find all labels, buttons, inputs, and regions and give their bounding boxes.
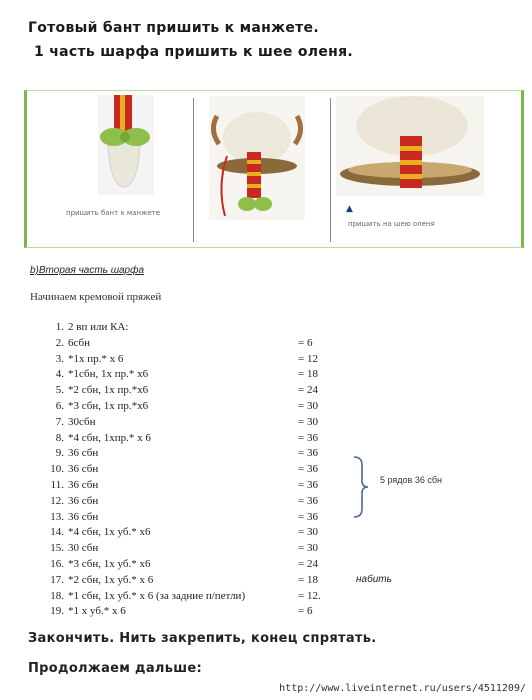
row-num: 6. [55,400,64,412]
row-num: 4. [55,368,64,381]
row-res: = 36 [298,447,318,460]
intro-text: Начинаем кремовой пряжей [30,291,162,303]
row-num: 13. [50,510,64,523]
scarf-on-deer-photo [209,96,305,220]
row-num: 11. [50,479,64,491]
row-ins: 36 сбн [68,463,99,476]
row-num: 2. [55,336,64,349]
row-res: = 36 [298,494,318,507]
row-ins: 36 сбн [68,447,99,460]
row-ins: *4 сбн, 1хпр.* х 6 [68,431,151,444]
photo-divider [330,98,331,242]
row-res: = 36 [298,463,318,476]
row-num: 12. [50,494,64,507]
row-num: 15. [50,542,64,555]
row-res: = 6 [298,336,313,349]
row-res: = 6 [298,605,313,618]
bow-right-loop [254,197,272,211]
row-ins: *1 сбн, 1х уб.* х 6 (за задние п/петли) [68,589,246,602]
row-ins: 36 сбн [68,479,99,491]
row-res: = 30 [298,415,318,428]
pointer-arrow-icon: ▲ [346,204,353,214]
row-num: 18. [50,589,64,602]
row-res: = 30 [298,526,318,539]
row-res: = 18 [298,573,318,586]
heading-line-1: Готовый бант пришить к манжете. [28,20,319,36]
bow-on-cuff-photo [62,95,188,195]
row-res: = 36 [298,510,318,523]
row-ins: *1х пр.* х 6 [68,352,124,365]
row-res: = 36 [298,479,318,491]
row-ins: 36 сбн [68,510,99,523]
row-num: 3. [55,352,64,365]
row-res: = 12. [298,589,321,602]
row-num: 10. [50,463,64,476]
photo-caption: пришить бант к манжете [66,209,161,217]
heading-line-2: 1 часть шарфа пришить к шее оленя. [34,44,354,60]
row-ins: *4 сбн, 1х уб.* х6 [68,526,151,539]
row-res: = 24 [298,558,318,570]
row-num: 7. [55,415,64,428]
brace-icon [350,455,370,519]
row-ins: 30 сбн [68,542,99,555]
bow-left-loop [238,197,256,211]
row-ins: *3 сбн, 1х пр.*х6 [68,400,149,412]
row-note: набить [356,573,392,585]
row-ins: *1сбн, 1х пр.* х6 [68,368,149,381]
brace-note: 5 рядов 36 сбн [380,475,442,485]
row-num: 5. [55,384,64,397]
finish-text: Закончить. Нить закрепить, конец спрятать. [28,631,377,646]
row-res: = 24 [298,384,318,397]
bow-knot [120,132,130,142]
row-ins: *3 сбн, 1х уб.* х6 [68,558,151,570]
row-res: = 30 [298,542,318,555]
row-num: 9. [55,447,64,460]
photo-divider [193,98,194,242]
continue-text: Продолжаем дальше: [28,661,202,676]
row-num: 16. [50,558,64,570]
row-res: = 30 [298,400,318,412]
row-num: 8. [55,431,64,444]
row-ins: *2 сбн, 1х пр.*х6 [68,384,149,397]
row-ins: *1 х уб.* х 6 [68,605,126,618]
row-ins: 30сбн [68,415,96,428]
row-num: 14. [50,526,64,539]
row-num: 17. [50,573,64,586]
scarf-neck-photo [336,96,484,196]
scarf-stripe [120,95,125,135]
source-url[interactable]: http://www.liveinternet.ru/users/4511209/ [279,683,526,694]
row-res: = 12 [298,352,318,365]
row-num: 19. [50,605,64,618]
section-subtitle: b)Вторая часть шарфа [30,265,145,276]
row-res: = 36 [298,431,318,444]
row-ins: 2 вп или КА: [68,321,129,333]
row-res: = 18 [298,368,318,381]
row-ins: 36 сбн [68,494,99,507]
row-ins: 6сбн [68,336,90,349]
row-num: 1. [55,321,64,333]
row-ins: *2 сбн, 1х уб.* х 6 [68,573,154,586]
photo-caption: пришить на шею оленя [348,220,435,228]
